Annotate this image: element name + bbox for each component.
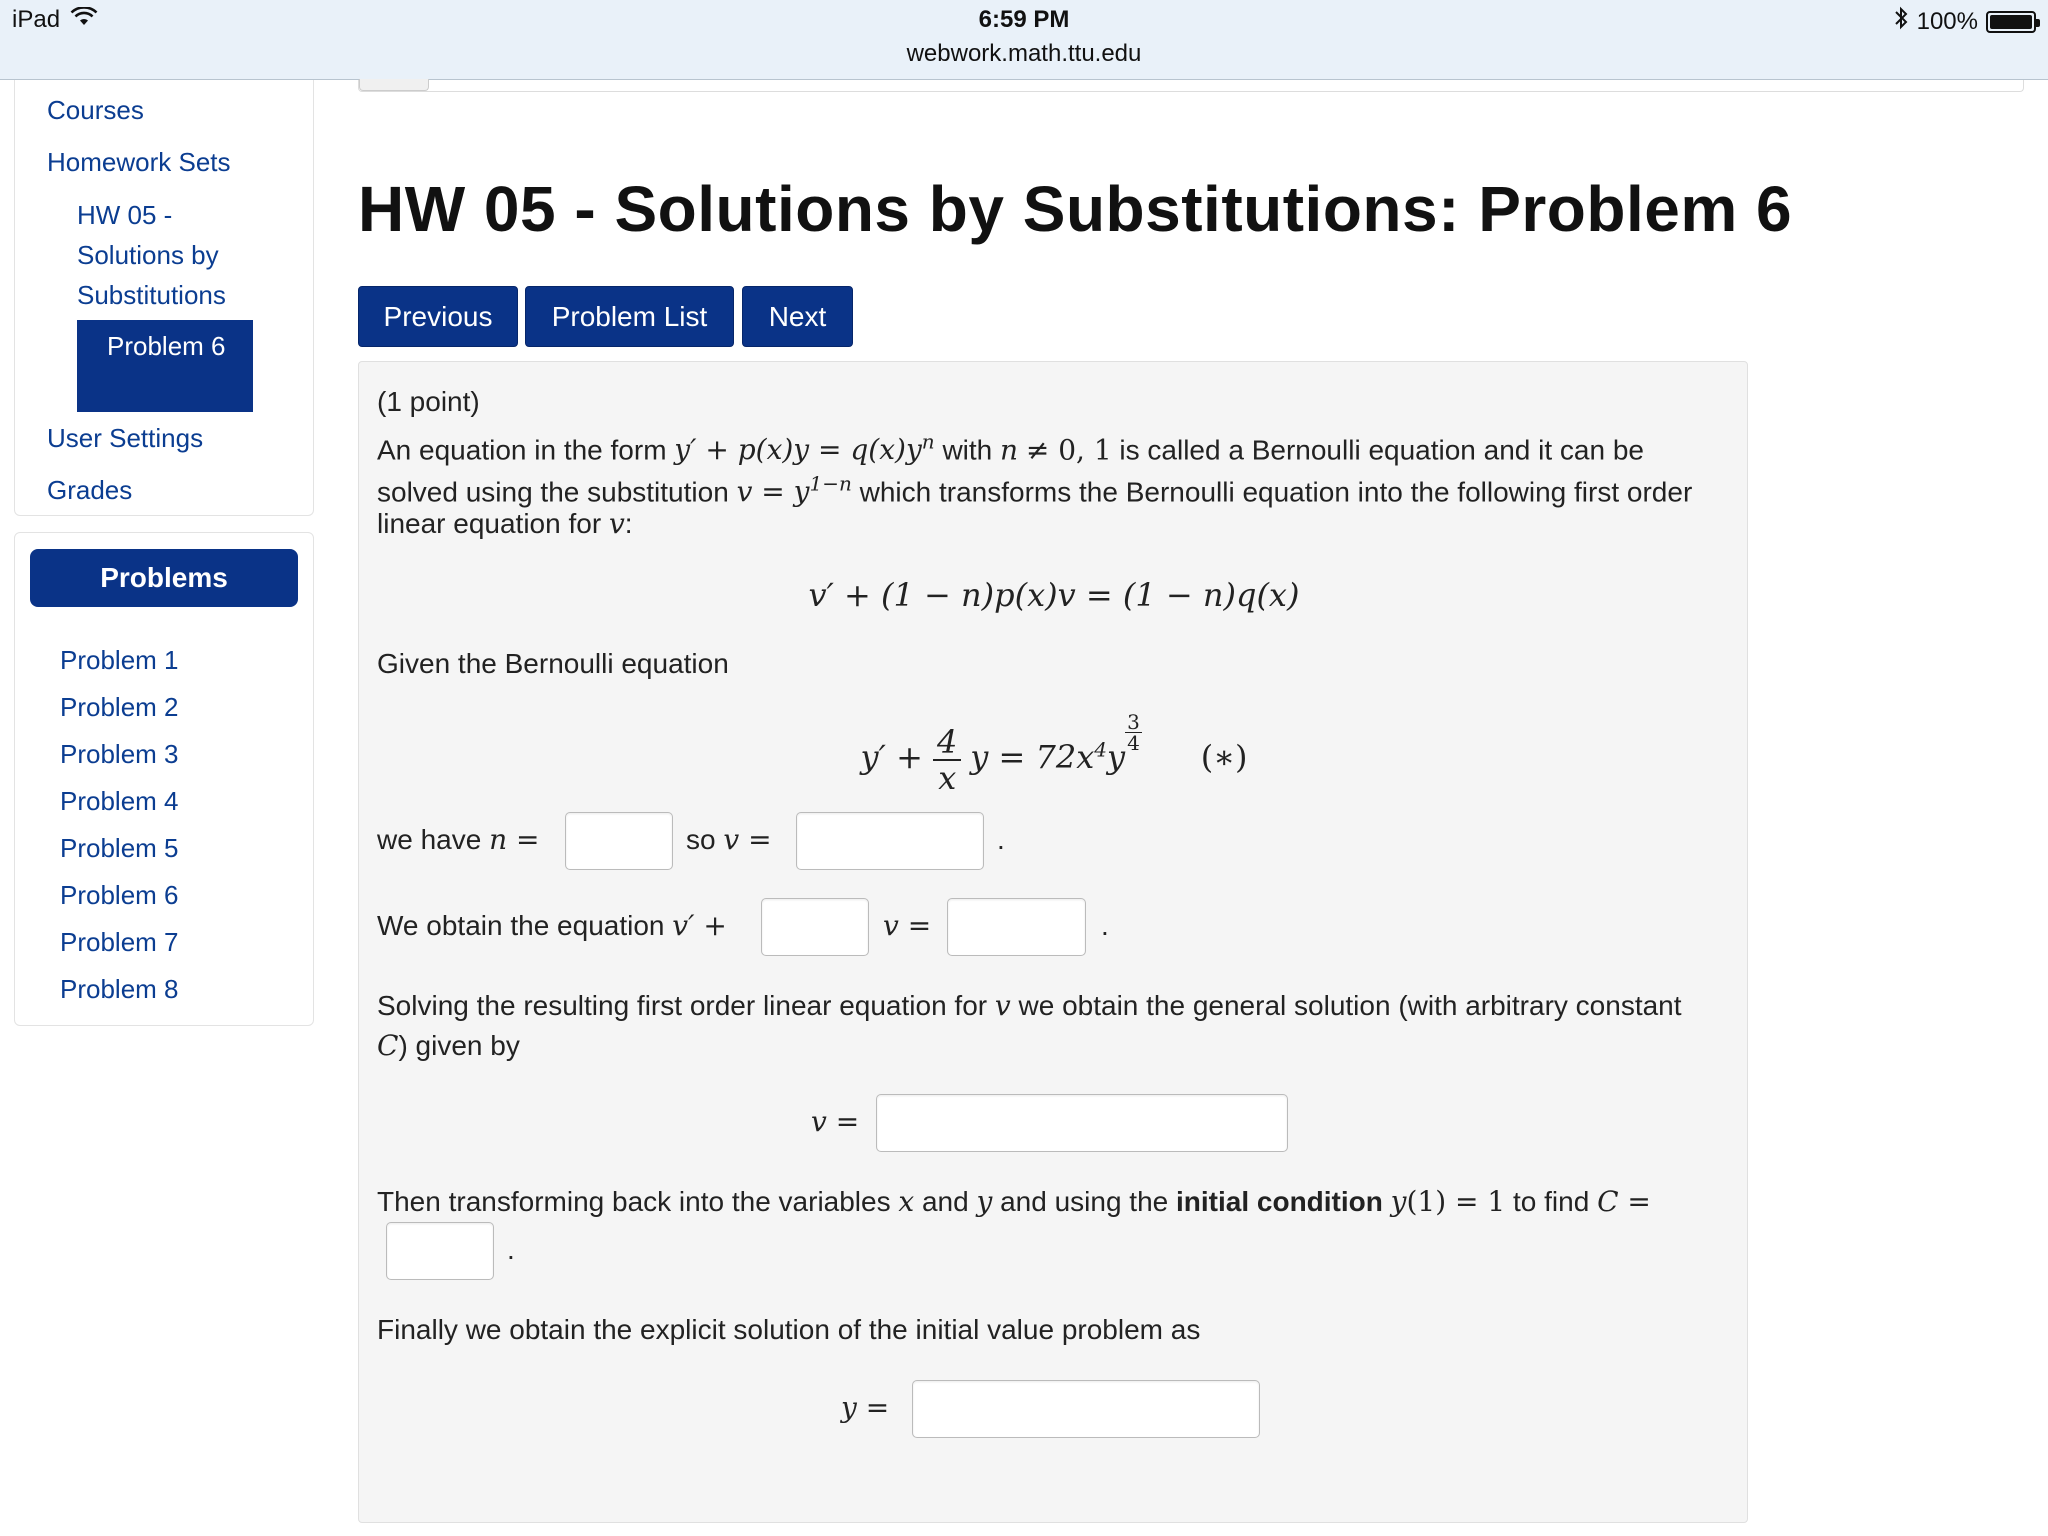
sidebar-nav <box>14 80 314 516</box>
status-right <box>1893 6 2036 37</box>
problem-link[interactable]: Problem 5 <box>60 833 179 863</box>
y-explicit-label: y = <box>841 1391 890 1424</box>
given-label: Given the Bernoulli equation <box>377 648 729 679</box>
period: . <box>997 824 1005 855</box>
device-label: iPad <box>12 6 61 33</box>
problem-intro-line2: solved using the substitution $v = y^{1-n}$ which transforms the Bernoulli equation into the following first order <box>377 472 1693 509</box>
address-bar[interactable]: webwork.math.ttu.edu <box>906 40 1142 67</box>
coefficient-input[interactable] <box>761 898 869 956</box>
problem-link[interactable]: Problem 6 <box>60 880 179 910</box>
problems-panel-title: Problems <box>30 549 298 607</box>
problem-intro-line1: An equation in the form $y' + p(x)y = q(x)y^n$ with n ≠ 0, 1 is called a Bernoulli equation and it can be <box>377 430 1644 467</box>
battery-icon <box>1986 11 2036 33</box>
solving-line1: Solving the resulting first order linear equation for v we obtain the general solution (with arbitrary constant <box>377 989 1682 1022</box>
problem-link[interactable]: Problem 8 <box>60 974 179 1004</box>
sidebar-item-grades[interactable]: Grades <box>47 475 133 505</box>
sidebar-item-user-settings[interactable]: User Settings <box>47 423 204 453</box>
n-answer-input[interactable] <box>565 812 673 870</box>
sidebar-item-homework-sets[interactable]: Homework Sets <box>47 147 231 177</box>
rhs-input[interactable] <box>947 898 1086 956</box>
problem-link[interactable]: Problem 4 <box>60 786 179 816</box>
sidebar-item-current-problem[interactable]: Problem 6 <box>77 320 253 412</box>
then-line: Then transforming back into the variables x and y and using the initial condition y(1) = 1 to find C = <box>377 1185 1651 1218</box>
we-have-label: we have n = <box>377 823 540 856</box>
page-title: HW 05 - Solutions by Substitutions: Problem 6 <box>358 173 1793 245</box>
status-bar <box>0 0 2048 80</box>
sidebar-item-courses[interactable]: Courses <box>47 95 144 125</box>
scrolled-tab-stub <box>359 79 429 91</box>
v-equals-label: v = <box>883 909 932 942</box>
battery-percent: 100% <box>1916 7 1978 35</box>
constant-c-input[interactable] <box>386 1222 494 1280</box>
problems-panel <box>14 532 314 1026</box>
explicit-solution-input[interactable] <box>912 1380 1260 1438</box>
problem-link[interactable]: Problem 7 <box>60 927 179 957</box>
next-button[interactable]: Next <box>742 286 853 347</box>
linear-equation-display: v′ + (1 − n)p(x)v = (1 − n)q(x) <box>808 576 1300 614</box>
previous-button[interactable]: Previous <box>358 286 518 347</box>
status-time: 6:59 PM <box>978 6 1070 33</box>
problem-body <box>358 361 1748 1523</box>
bernoulli-equation-display: y′ + $\frac{4}{x}$ $y = 72x^4y$ $\frac{3}{4}$ (∗) <box>860 710 1248 797</box>
v-general-label: v = <box>811 1105 860 1138</box>
period: . <box>1101 910 1109 941</box>
bluetooth-icon <box>1893 6 1909 37</box>
scrolled-header-strip <box>358 80 2024 92</box>
problem-link[interactable]: Problem 1 <box>60 645 179 675</box>
problem-list-button[interactable]: Problem List <box>525 286 734 347</box>
solving-line2: C) given by <box>377 1029 520 1062</box>
problem-link[interactable]: Problem 3 <box>60 739 179 769</box>
period: . <box>507 1234 515 1265</box>
finally-label: Finally we obtain the explicit solution of the initial value problem as <box>377 1314 1201 1345</box>
problem-list <box>60 637 179 1013</box>
problem-points: (1 point) <box>377 386 480 417</box>
obtain-label: We obtain the equation v′ + <box>377 909 727 942</box>
problem-intro-line3: linear equation for v: <box>377 507 633 540</box>
sidebar-item-current-set[interactable]: HW 05 - Solutions by Substitutions <box>77 200 226 310</box>
general-solution-input[interactable] <box>876 1094 1288 1152</box>
so-label: so v = <box>686 823 772 856</box>
problem-link[interactable]: Problem 2 <box>60 692 179 722</box>
v-substitution-input[interactable] <box>796 812 984 870</box>
